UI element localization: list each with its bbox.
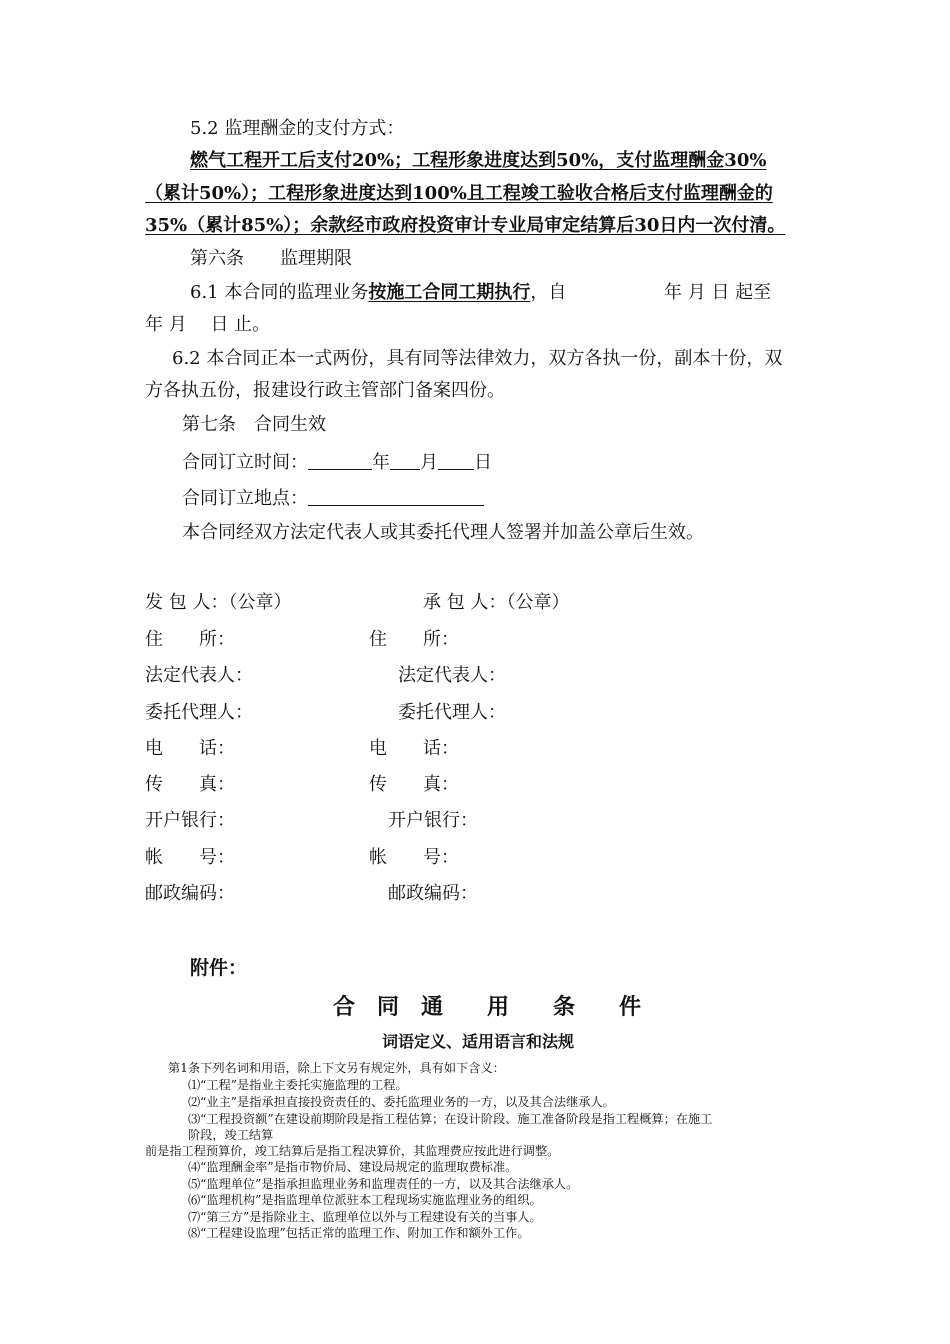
contractor-address: 住 所： <box>369 629 459 650</box>
annex-subtitle: 词语定义、适用语言和法规 <box>382 1032 575 1051</box>
definition-item-continued: 阶段，竣工结算 <box>188 1128 274 1142</box>
definition-item: ⑵“业主”是指承担直接投资责任的、委托监理业务的一方，以及其合法继承人。 <box>188 1095 615 1109</box>
clause-1-intro: 第1条下列名词和用语，除上下文另有规定外，具有如下含义： <box>168 1061 505 1075</box>
contractor-party: 承 包 人：（公章） <box>423 592 570 613</box>
sign-time-row <box>182 451 492 474</box>
article-7-heading: 第七条 合同生效 <box>182 414 326 435</box>
sign-place-label: 合同订立地点： <box>182 488 308 509</box>
clause-6-1-start-date: 年 月 日 起至 <box>664 282 772 303</box>
client-agent: 委托代理人： <box>145 702 253 723</box>
article-6-heading: 第六条 监理期限 <box>190 248 352 269</box>
annex-label: 附件： <box>190 957 248 979</box>
contractor-postcode: 邮政编码： <box>388 883 478 904</box>
client-phone: 电 话： <box>145 738 235 759</box>
client-account: 帐 号： <box>145 847 235 868</box>
contractor-account: 帐 号： <box>369 847 459 868</box>
payment-terms-line-1: 燃气工程开工后支付20%；工程形象进度达到50%，支付监理酬金30% <box>190 150 767 171</box>
definition-item: ⑺“第三方”是指除业主、监理单位以外与工程建设有关的当事人。 <box>188 1210 542 1224</box>
client-bank: 开户银行： <box>145 810 235 831</box>
definition-item: ⑻“工程建设监理”包括正常的监理工作、附加工作和额外工作。 <box>188 1226 530 1240</box>
clause-6-2-line-1: 6.2 本合同正本一式两份，具有同等法律效力，双方各执一份，副本十份，双 <box>172 348 783 369</box>
definition-item: ⑴“工程”是指业主委托实施监理的工程。 <box>188 1078 408 1092</box>
sign-year-blank[interactable] <box>308 451 372 470</box>
contractor-fax: 传 真： <box>369 774 459 795</box>
contractor-phone: 电 话： <box>369 738 459 759</box>
definition-item-continued: 前是指工程预算价，竣工结算后是指工程决算价，其监理费应按此进行调整。 <box>145 1144 560 1158</box>
client-party: 发 包 人：（公章） <box>145 592 292 613</box>
clause-6-1-from: ，自 <box>530 282 567 303</box>
payment-terms-line-2: （累计50%）；工程形象进度达到100%且工程竣工验收合格后支付监理酬金的 <box>145 183 773 204</box>
year-label: 年 <box>372 452 390 473</box>
clause-6-1-emphasis: 按施工合同工期执行 <box>368 282 531 303</box>
section-5-2-heading: 5.2 监理酬金的支付方式： <box>190 118 405 139</box>
month-label: 月 <box>420 452 438 473</box>
definition-item: ⑹“监理机构”是指监理单位派驻本工程现场实施监理业务的组织。 <box>188 1193 542 1207</box>
contractor-agent: 委托代理人： <box>398 702 506 723</box>
contractor-bank: 开户银行： <box>388 810 478 831</box>
client-postcode: 邮政编码： <box>145 883 235 904</box>
client-fax: 传 真： <box>145 774 235 795</box>
annex-title: 合 同 通 用 条 件 <box>333 994 642 1020</box>
client-legal-rep: 法定代表人： <box>145 665 253 686</box>
contractor-legal-rep: 法定代表人： <box>398 665 506 686</box>
definition-item: ⑸“监理单位”是指承担监理业务和监理责任的一方，以及其合法继承人。 <box>188 1177 579 1191</box>
day-label: 日 <box>474 452 492 473</box>
clause-6-1-text: 6.1 本合同的监理业务 <box>190 282 369 303</box>
effect-clause: 本合同经双方法定代表人或其委托代理人签署并加盖公章后生效。 <box>182 522 704 543</box>
definition-item: ⑶“工程投资额”在建设前期阶段是指工程估算；在设计阶段、施工准备阶段是指工程概算；在施工 <box>188 1112 713 1126</box>
sign-place-blank[interactable] <box>308 487 484 506</box>
sign-place-row <box>182 487 484 510</box>
sign-day-blank[interactable] <box>438 451 474 470</box>
clause-6-2-line-2: 方各执五份，报建设行政主管部门备案四份。 <box>145 380 505 401</box>
payment-terms-line-3: 35%（累计85%）；余款经市政府投资审计专业局审定结算后30日内一次付清。 <box>145 215 786 236</box>
sign-month-blank[interactable] <box>390 451 420 470</box>
client-address: 住 所： <box>145 629 235 650</box>
clause-6-1-line-1 <box>190 282 566 304</box>
definition-item: ⑷“监理酬金率”是指市物价局、建设局规定的监理取费标准。 <box>188 1160 518 1174</box>
clause-6-1-end-date: 年 月 日 止。 <box>145 314 271 335</box>
sign-time-label: 合同订立时间： <box>182 452 308 473</box>
